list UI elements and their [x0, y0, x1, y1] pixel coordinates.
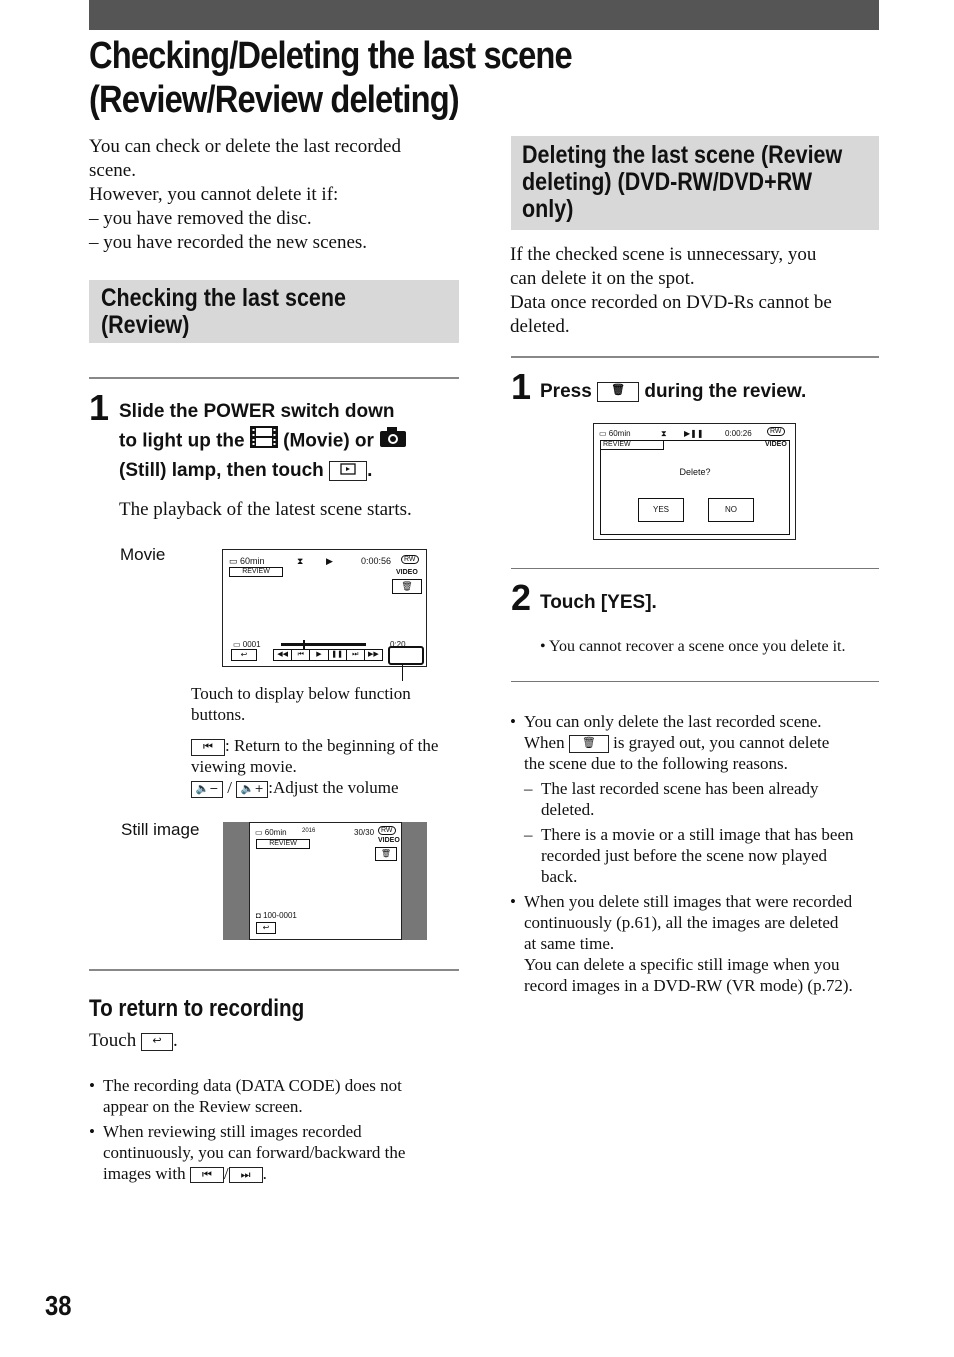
return-to-start-icon: ⏮ — [191, 739, 225, 756]
text-line: scene. — [89, 160, 136, 181]
step-instruction: Touch [YES]. — [540, 592, 657, 613]
text-line: – you have removed the disc. — [89, 208, 312, 229]
page-number: 38 — [45, 1290, 72, 1321]
disc-badge: RW — [767, 427, 785, 436]
text-line: ⏮ : Return to the beginning of the — [191, 735, 466, 756]
pause-icon[interactable]: ❚❚ — [329, 650, 347, 660]
skip-back-icon: ⏮ — [190, 1167, 224, 1183]
text-line: viewing movie. — [191, 757, 297, 776]
trash-icon: 🗑 — [569, 735, 609, 753]
trash-icon: 🗑 — [597, 382, 639, 402]
step-number: 2 — [511, 577, 532, 618]
text-span: (Still) lamp, then touch — [119, 460, 324, 481]
remaining-time: 0:20 — [390, 640, 406, 649]
delete-prompt: Delete? — [679, 467, 711, 477]
self-timer-icon: ⧗ — [661, 429, 667, 438]
text-line: (Still) lamp, then touch . — [119, 460, 373, 481]
progress-knob[interactable] — [303, 640, 305, 649]
text-line: Slide the POWER switch down — [119, 401, 395, 422]
image-size: 2016 — [302, 828, 316, 834]
play-icon[interactable]: ▶ — [310, 650, 328, 660]
skip-forward-icon[interactable]: ⏭ — [347, 650, 365, 660]
time-code: 0:00:56 — [361, 556, 392, 566]
title-line: (Review/Review deleting) — [89, 79, 459, 121]
divider — [89, 377, 459, 379]
callout-text — [191, 683, 461, 725]
pause-icon: ▶❚❚ — [684, 429, 704, 438]
text-line: 🔈− / 🔈+ :Adjust the volume — [191, 777, 466, 798]
title-line: Checking/Deleting the last scene — [89, 35, 572, 77]
trash-button[interactable]: 🗑 — [392, 579, 422, 594]
image-count: 30/30 — [354, 828, 375, 837]
section-title: Deleting the last scene (Review — [522, 141, 843, 169]
still-label: Still image — [121, 820, 200, 839]
self-timer-icon: ⧗ — [297, 556, 304, 566]
subheading: To return to recording — [89, 995, 305, 1022]
still-frame — [223, 822, 427, 940]
divider — [511, 356, 879, 358]
sub-list-item: – There is a movie or a still image that has been recorded just before the scene now played back. — [524, 825, 854, 887]
function-toggle-button[interactable] — [388, 646, 424, 665]
delete-intro: If the checked scene is unnecessary, you can delete it on the spot. Data once recorded on DVD-Rs cannot be deleted. — [510, 244, 832, 337]
text-span: to light up the — [119, 430, 245, 452]
text-line: Touch to display below function — [191, 684, 411, 703]
notes-list — [89, 1075, 464, 1184]
battery-indicator: ▭ 60min — [229, 556, 265, 566]
skip-forward-icon: ⏭ — [229, 1167, 263, 1183]
video-label: VIDEO — [765, 441, 787, 448]
video-label: VIDEO — [396, 569, 418, 576]
dialog — [600, 440, 790, 535]
fast-forward-icon[interactable]: ▶▶ — [368, 651, 379, 658]
page-title — [89, 34, 777, 122]
yes-button[interactable]: YES — [638, 498, 684, 522]
return-button[interactable]: ↩ — [256, 922, 276, 934]
sub-list-item: – The last recorded scene has been already deleted. — [524, 779, 819, 820]
step-note: The playback of the latest scene starts. — [119, 499, 412, 520]
step-instruction: Press 🗑 during the review. — [540, 381, 807, 402]
review-label: REVIEW — [601, 441, 664, 450]
divider — [89, 969, 459, 971]
list-item: • When reviewing still images recorded continuously, you can forward/backward the images with ⏮ / ⏭ . — [89, 1122, 406, 1183]
text-line: You can check or delete the last recorded — [89, 136, 401, 157]
file-number: ◘ 100-0001 — [256, 911, 297, 920]
divider — [511, 681, 879, 682]
divider — [511, 568, 879, 569]
callout-line — [402, 665, 403, 681]
still-screen — [249, 822, 402, 940]
text-line: buttons. — [191, 705, 246, 724]
text-line: – you have recorded the new scenes. — [89, 232, 368, 253]
text-line: However, you cannot delete it if: — [89, 184, 339, 205]
button-legend — [191, 735, 466, 798]
battery-indicator: ▭ 60min — [599, 429, 631, 438]
step-number: 1 — [89, 387, 110, 428]
touch-line: Touch ↩ . — [89, 1030, 178, 1051]
camera-icon — [379, 426, 407, 457]
return-button[interactable]: ↩ — [231, 649, 257, 661]
step-note: • You cannot recover a scene once you delete it. — [540, 638, 846, 655]
list-item: • When you delete still images that were recorded continuously (p.61), all the images are deleted at same time. You can delete a specific still image when you record images in a DVD-RW (VR mode) (p.72). — [510, 892, 853, 996]
step-number: 1 — [511, 366, 532, 407]
review-label: REVIEW — [229, 567, 283, 577]
volume-down-icon: 🔈− — [191, 781, 223, 798]
text-span: (Movie) or — [283, 430, 374, 452]
skip-back-icon[interactable]: ⏮ — [292, 650, 310, 660]
movie-screen — [222, 549, 427, 667]
list-item: • You can only delete the last recorded scene. When 🗑 is grayed out, you cannot delete the scene due to the following reasons. – The last recorded scene has been already deleted. – There is a movie or a still image that has been recorded just before the scene now played back. — [510, 712, 854, 887]
intro-text — [89, 135, 469, 255]
volume-up-icon: 🔈+ — [236, 781, 268, 798]
notes-list — [510, 711, 882, 996]
section-title: Checking the last scene — [101, 284, 346, 312]
section-header-delete — [511, 136, 879, 230]
section-title: (Review) — [101, 311, 190, 339]
delete-screen — [593, 423, 796, 540]
disc-badge: RW — [401, 555, 419, 564]
movie-label: Movie — [120, 545, 166, 564]
list-item: • The recording data (DATA CODE) does not appear on the Review screen. — [89, 1076, 402, 1116]
play-icon: ▶ — [326, 556, 333, 566]
counter: ▭ 0001 — [233, 640, 261, 649]
playback-controls — [273, 649, 383, 661]
battery-indicator: ▭ 60min — [255, 828, 287, 837]
time-code: 0:00:26 — [725, 429, 752, 438]
return-icon: ↩ — [141, 1033, 173, 1051]
section-title: deleting) (DVD-RW/DVD+RW — [522, 168, 813, 196]
header-bar — [89, 0, 879, 30]
section-header-review — [89, 280, 459, 343]
video-label: VIDEO — [378, 837, 400, 844]
text-line — [119, 426, 464, 457]
progress-bar — [281, 643, 366, 646]
film-icon — [250, 426, 278, 457]
trash-button[interactable]: 🗑 — [375, 847, 397, 861]
rewind-icon[interactable]: ◀◀ — [274, 650, 292, 660]
section-title: only) — [522, 195, 574, 223]
review-icon — [329, 461, 367, 481]
no-button[interactable]: NO — [708, 498, 754, 522]
disc-badge: RW — [378, 826, 396, 835]
step-instruction — [119, 398, 464, 485]
review-label: REVIEW — [256, 839, 310, 849]
